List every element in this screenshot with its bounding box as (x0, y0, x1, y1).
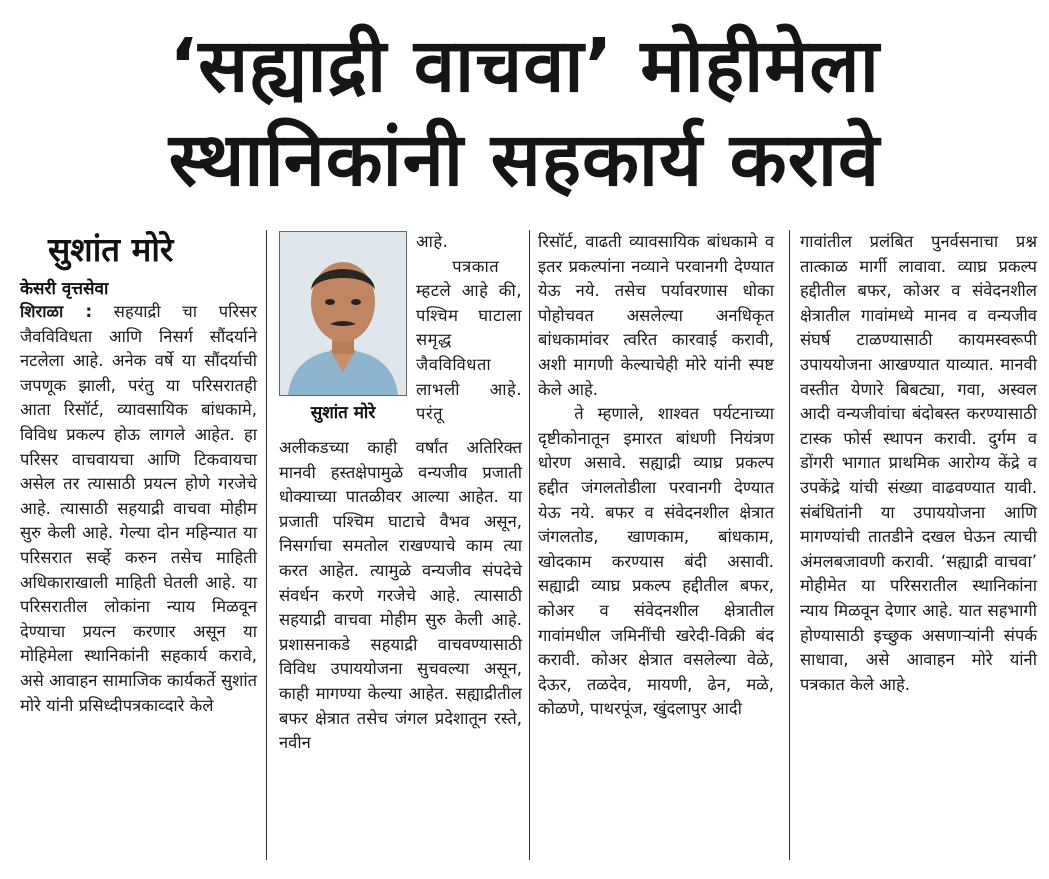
article-column-4 (800, 230, 1037, 697)
article-column-2-top (416, 230, 522, 427)
article-column-4-text: गावांतील प्रलंबित पुनर्वसनाचा प्रश्न तात्काळ मार्गी लावावा. व्याघ्र प्रकल्प हद्दीतील बफर, कोअर व संवेदनशील क्षेत्रातील गावांमध्ये मानव व वन्यजीव संघर्ष टाळण्यासाठी कायमस्वरूपी उपाययोजना आखण्यात याव्यात. मानवी वस्तीत येणारे बिबट्या, गवा, अस्वल आदी वन्यजीवांचा बंदोबस्त करण्यासाठी टास्क फोर्स स्थापन करावी. दुर्गम व डोंगरी भागात प्राथमिक आरोग्य केंद्रे व उपकेंद्रे यांची संख्या वाढवण्यात यावी. संबंधितांनी या उपाययोजना आणि मागण्यांची तातडीने दखल घेऊन त्याची अंमलबजावणी करावी. ‘सह्याद्री वाचवा’ मोहीमेत या परिसरातील स्थानिकांना न्याय मिळवून देणार आहे. यात सहभागी होण्यासाठी इच्छुक असणाऱ्यांनी संपर्क साधावा, असे आवाहन मोरे यांनी पत्रकात केले आहे. (800, 232, 1037, 694)
author-photo (279, 231, 407, 396)
article-column-3-text-b: ते म्हणाले, शाश्वत पर्यटनाच्या दृष्टीकोनातून इमारत बांधणी नियंत्रण धोरण असावे. सह्याद्री व्याघ्र प्रकल्प हद्दीत जंगलतोडीला परवानगी देण्यात येऊ नये. बफर व संवेदनशील क्षेत्रात जंगलतोड, खाणकाम, बांधकाम, खोदकाम करण्यास बंदी असावी. सह्याद्री व्याघ्र प्रकल्प हद्दीतील बफर, कोअर व संवेदनशील क्षेत्रातील गावांमधील जमिनींची खरेदी-विक्री बंद करावी. कोअर क्षेत्रात वसलेल्या वेळे, देऊर, तळदेव, मायणी, ढेन, मळे, कोळणे, पाथरपूंज, खुंदलापुर आदी (538, 404, 774, 719)
column-divider (266, 230, 267, 860)
article-column-3 (538, 230, 774, 722)
column-divider (789, 230, 790, 860)
article-column-2-text: अलीकडच्या काही वर्षांत अतिरिक्त मानवी हस्तक्षेपामुळे वन्यजीव प्रजाती धोक्याच्या पातळीवर आल्या आहेत. या प्रजाती पश्चिम घाटाचे वैभव असून, निसर्गाचा समतोल राखण्याचे काम त्या करत आहेत. त्यामुळे वन्यजीव संपदेचे संवर्धन करणे गरजेचे आहे. त्यासाठी सहयाद्री वाचवा मोहीम सुरु केली आहे. प्रशासनाकडे सहयाद्री वाचवण्यासाठी विविध उपाययोजना सुचवल्या असून, काही मागण्या केल्या आहेत. सह्याद्रीतील बफर क्षेत्रात तसेच जंगल प्रदेशातून रस्ते, नवीन (279, 438, 522, 753)
dateline: शिराळा : (20, 302, 93, 321)
article-column-2-top-b: पत्रकात म्हटले आहे की, पश्चिम घाटाला समृद्ध जैवविविधता लाभली आहे. परंतू (416, 256, 522, 424)
article-column-1 (20, 300, 257, 718)
article-column-2-top-a: आहे. (416, 232, 449, 251)
article-column-2 (279, 436, 522, 756)
byline-agency: केसरी वृत्तसेवा (20, 279, 109, 299)
article-column-3-text-a: रिसॉर्ट, वाढती व्यावसायिक बांधकामे व इतर प्रकल्पांना नव्याने परवानगी देण्यात येऊ नये. तसेच पर्यावरणास धोका पोहोचवत असलेल्या अनधिकृत बांधकामांवर त्वरित कारवाई करावी, अशी मागणी केल्याचेही मोरे यांनी स्पष्ट केले आहे. (538, 232, 774, 399)
byline-name: सुशांत मोरे (48, 230, 174, 269)
headline-line-2: स्थानिकांनी सहकार्य करावे (168, 117, 881, 203)
author-portrait-image (280, 232, 406, 395)
article-column-1-text: सहयाद्री चा परिसर जैवविविधता आणि निसर्ग सौंदर्याने नटलेला आहे. अनेक वर्षे या सौंदर्याची जपणूक झाली, परंतु या परिसरातही आता रिसॉर्ट, व्यावसायिक बांधकामे, विविध प्रकल्प होऊ लागले आहेत. हा परिसर वाचवायचा आणि टिकवायचा असेल तर त्यासाठी प्रयत्न होणे गरजेचे आहे. त्यासाठी सहयाद्री वाचवा मोहीम सुरु केली आहे. गेल्या दोन महिन्यात या परिसरात सर्व्हे करुन तसेच माहिती अधिकाराखाली माहिती घेतली आहे. या परिसरातील लोकांना न्याय मिळवून देण्याचा प्रयत्न करणार असून या मोहिमेला स्थानिकांनी सहकार्य करावे, असे आवाहन सामाजिक कार्यकर्ते सुशांत मोरे यांनी प्रसिध्दीपत्रकाव्दारे केले (20, 302, 257, 715)
photo-caption: सुशांत मोरे (310, 403, 376, 423)
headline-line-1: ‘सह्याद्री वाचवा’ मोहीमेला (169, 23, 880, 109)
column-divider (529, 230, 530, 860)
